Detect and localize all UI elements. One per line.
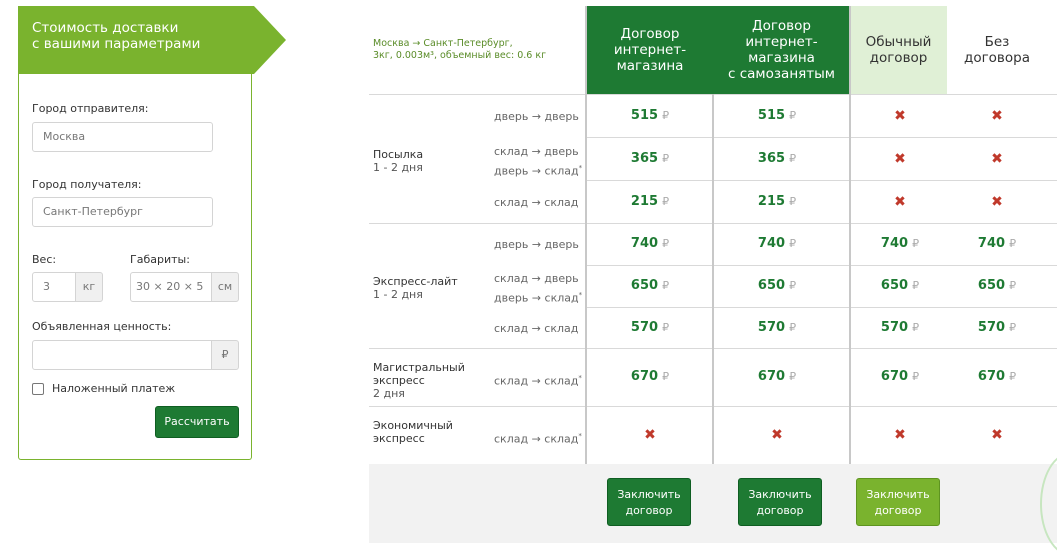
price-cell: [713, 320, 841, 335]
price-cell: [586, 194, 714, 209]
tariff-trunk-express: [373, 361, 465, 400]
button-text: Заключить: [748, 488, 812, 501]
price-cell: [933, 236, 1057, 251]
service-label: склад → склад: [494, 432, 579, 446]
tariff-days: 1 - 2 дня: [373, 161, 423, 174]
currency-sign: ₽: [789, 195, 797, 208]
price-value: 215: [757, 194, 786, 209]
currency-sign: ₽: [789, 152, 797, 165]
currency-sign: ₽: [662, 109, 670, 122]
price-value: 570: [630, 320, 659, 335]
price-value: 740: [977, 236, 1006, 251]
calculator-title-line1: Стоимость доставки: [32, 20, 179, 36]
price-cell: [586, 236, 714, 251]
column-divider: [585, 6, 587, 464]
column-header-text: Обычный: [865, 34, 932, 50]
sign-contract-button-online-store[interactable]: [607, 478, 691, 526]
service-store-store: [494, 428, 582, 448]
currency-sign: ₽: [912, 370, 920, 383]
currency-sign: ₽: [1009, 237, 1017, 250]
tariff-name: Посылка: [373, 148, 424, 161]
calculator-title: [18, 6, 254, 74]
price-cell: [713, 194, 841, 209]
declared-value-input[interactable]: [32, 340, 212, 370]
column-header-text: договора: [963, 50, 1030, 66]
price-cell: [586, 108, 714, 123]
column-header-self-employed: [713, 6, 850, 94]
currency-sign: ₽: [912, 279, 920, 292]
price-value: 670: [977, 369, 1006, 384]
price-cell: [586, 151, 714, 166]
currency-sign: ₽: [789, 279, 797, 292]
button-text: Заключить: [617, 488, 681, 501]
column-header-text: интернет-: [745, 34, 818, 50]
unavailable-icon: ✖: [894, 151, 906, 167]
tariff-economy-express: [373, 419, 453, 445]
unavailable-icon: ✖: [771, 427, 783, 443]
size-unit: см: [211, 272, 239, 302]
price-cell: [933, 369, 1057, 384]
service-store-door: [494, 270, 582, 307]
tariff-days: 1 - 2 дня: [373, 288, 423, 301]
price-value: 515: [757, 108, 786, 123]
declared-value-unit: ₽: [211, 340, 239, 370]
unavailable-icon: ✖: [991, 151, 1003, 167]
service-store-store: склад → склад: [494, 322, 579, 335]
price-value: 365: [630, 151, 659, 166]
currency-sign: ₽: [912, 321, 920, 334]
price-cell: [713, 108, 841, 123]
column-header-text: Без: [984, 34, 1010, 50]
currency-sign: ₽: [789, 370, 797, 383]
column-header-text: с самозанятым: [728, 66, 835, 82]
price-value: 650: [880, 278, 909, 293]
currency-sign: ₽: [912, 237, 920, 250]
price-cell: [713, 278, 841, 293]
service-label: склад → дверь: [494, 145, 579, 158]
route-params: 3кг, 0.003м³, объемный вес: 0.6 кг: [373, 50, 547, 61]
footnote-mark: *: [578, 432, 582, 440]
calculator-title-line2: с вашими параметрами: [32, 36, 201, 52]
footnote-mark: *: [578, 291, 583, 299]
price-value: 650: [630, 278, 659, 293]
sender-city-label: Город отправителя:: [32, 102, 149, 115]
receiver-city-input[interactable]: Санкт-Петербург: [32, 197, 213, 227]
sender-city-input[interactable]: Москва: [32, 122, 213, 152]
column-header-regular-contract: [850, 6, 947, 94]
size-label: Габариты:: [130, 253, 190, 266]
price-value: 650: [757, 278, 786, 293]
service-label: склад → дверь: [494, 272, 579, 285]
row-divider: [587, 137, 1057, 138]
currency-sign: ₽: [789, 321, 797, 334]
price-cell: [713, 236, 841, 251]
price-value: 740: [630, 236, 659, 251]
weight-label: Вес:: [32, 253, 57, 266]
column-header-text: Договор: [620, 26, 680, 42]
price-value: 740: [880, 236, 909, 251]
service-label: дверь → склад: [494, 291, 579, 305]
tariff-name: экспресс: [373, 432, 425, 445]
currency-sign: ₽: [1009, 321, 1017, 334]
price-value: 515: [630, 108, 659, 123]
price-value: 670: [630, 369, 659, 384]
currency-sign: ₽: [662, 237, 670, 250]
column-header-text: магазина: [616, 58, 684, 74]
cod-checkbox[interactable]: [32, 383, 44, 395]
route-cities: Москва → Санкт-Петербург,: [373, 38, 513, 49]
weight-input[interactable]: 3: [32, 272, 76, 302]
footnote-mark: *: [578, 164, 583, 172]
price-value: 670: [757, 369, 786, 384]
column-header-text: интернет-: [613, 42, 687, 58]
column-header-text: договор: [869, 50, 928, 66]
price-cell: [586, 278, 714, 293]
price-cell: [586, 320, 714, 335]
sign-contract-button-regular[interactable]: [856, 478, 940, 526]
currency-sign: ₽: [1009, 370, 1017, 383]
weight-unit: кг: [75, 272, 103, 302]
unavailable-icon: ✖: [991, 108, 1003, 124]
button-text: договор: [625, 504, 673, 517]
currency-sign: ₽: [662, 370, 670, 383]
unavailable-icon: ✖: [894, 194, 906, 210]
column-header-text: магазина: [748, 50, 815, 66]
receiver-city-label: Город получателя:: [32, 178, 142, 191]
price-value: 570: [757, 320, 786, 335]
price-value: 740: [757, 236, 786, 251]
row-divider: [587, 307, 1057, 308]
unavailable-icon: ✖: [991, 194, 1003, 210]
actions-band: [369, 464, 1057, 543]
service-store-store: [494, 370, 582, 390]
price-cell: [933, 278, 1057, 293]
row-divider: [587, 180, 1057, 181]
unavailable-icon: ✖: [644, 427, 656, 443]
currency-sign: ₽: [662, 195, 670, 208]
service-label: дверь → склад: [494, 164, 579, 178]
cod-option: [32, 382, 175, 395]
price-value: 215: [630, 194, 659, 209]
price-cell: [586, 369, 714, 384]
tariff-days: 2 дня: [373, 387, 405, 400]
price-value: 670: [880, 369, 909, 384]
tariff-name: Магистральный: [373, 361, 465, 374]
tariff-name: Экономичный: [373, 419, 453, 432]
tariff-express-lite: [373, 275, 458, 301]
unavailable-icon: ✖: [894, 108, 906, 124]
price-value: 650: [977, 278, 1006, 293]
service-store-store: склад → склад: [494, 196, 579, 209]
tariff-name: Экспресс-лайт: [373, 275, 458, 288]
price-value: 570: [977, 320, 1006, 335]
route-summary: [373, 38, 583, 62]
unavailable-icon: ✖: [991, 427, 1003, 443]
column-divider: [849, 6, 851, 464]
row-divider: [587, 265, 1057, 266]
price-cell: [713, 151, 841, 166]
column-header-no-contract: [947, 6, 1047, 94]
calculate-button[interactable]: Рассчитать: [155, 406, 239, 438]
service-label: склад → склад: [494, 374, 579, 388]
currency-sign: ₽: [662, 152, 670, 165]
button-text: договор: [874, 504, 922, 517]
column-header-online-store: [587, 6, 713, 94]
unavailable-icon: ✖: [894, 427, 906, 443]
column-header-text: Договор: [752, 18, 811, 34]
price-value: 365: [757, 151, 786, 166]
declared-value-label: Объявленная ценность:: [32, 320, 172, 333]
tariff-parcel: [373, 148, 423, 174]
tariff-name: экспресс: [373, 374, 425, 387]
service-door-door: дверь → дверь: [494, 238, 579, 251]
currency-sign: ₽: [1009, 279, 1017, 292]
price-cell: [933, 320, 1057, 335]
size-input[interactable]: 30 × 20 × 5: [130, 272, 212, 302]
button-text: Заключить: [866, 488, 930, 501]
cod-label: Наложенный платеж: [52, 382, 176, 395]
price-cell: [713, 369, 841, 384]
currency-sign: ₽: [662, 279, 670, 292]
service-door-door: дверь → дверь: [494, 110, 579, 123]
sign-contract-button-self-employed[interactable]: [738, 478, 822, 526]
currency-sign: ₽: [789, 237, 797, 250]
footnote-mark: *: [578, 374, 582, 382]
button-text: договор: [756, 504, 804, 517]
currency-sign: ₽: [789, 109, 797, 122]
price-value: 570: [880, 320, 909, 335]
service-store-door: [494, 143, 582, 180]
currency-sign: ₽: [662, 321, 670, 334]
